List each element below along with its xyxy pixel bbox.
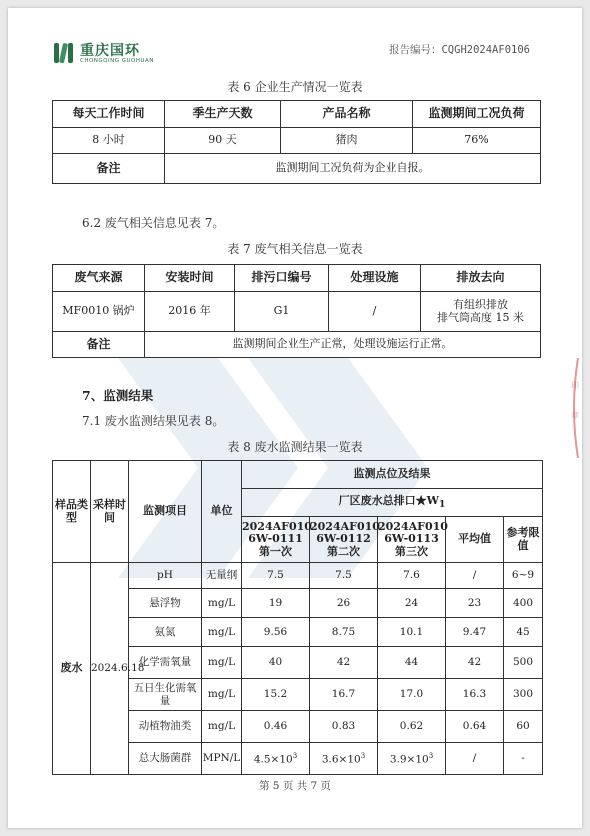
table8-v1: 40 bbox=[242, 647, 310, 679]
table8-limit: 300 bbox=[504, 679, 543, 711]
page-footer: 第 5 页 共 7 页 bbox=[258, 780, 332, 792]
table8-unit: mg/L bbox=[202, 618, 242, 647]
table-row bbox=[53, 563, 543, 589]
discharge-line: 有组织排放 bbox=[453, 297, 508, 311]
table8-unit: mg/L bbox=[202, 589, 242, 618]
table8-unit: 无量纲 bbox=[202, 563, 242, 589]
table8-v2: 0.83 bbox=[310, 711, 378, 743]
sample-code: 6W-0112 bbox=[316, 532, 371, 546]
svg-text:章: 章 bbox=[571, 411, 579, 420]
value-exponent: 3 bbox=[360, 751, 366, 760]
table6-cell: 8 小时 bbox=[53, 128, 165, 154]
table8-v3: 10.1 bbox=[378, 618, 446, 647]
table6-header: 季生产天数 bbox=[165, 101, 281, 128]
report-page bbox=[8, 8, 582, 828]
value-mantissa: 3.9×10 bbox=[389, 753, 429, 766]
table8-limit: 60 bbox=[504, 711, 543, 743]
table7-caption: 表 7 废气相关信息一览表 bbox=[227, 242, 363, 256]
table8-item: 五日生化需氧量 bbox=[129, 679, 202, 711]
table7-cell: G1 bbox=[235, 292, 329, 332]
table8-avg: 0.64 bbox=[446, 711, 504, 743]
sample-code: 2024AF010 bbox=[378, 519, 448, 533]
table8-header-avg: 平均值 bbox=[446, 517, 504, 563]
table7-header: 排污口编号 bbox=[235, 265, 329, 292]
table8-limit: 500 bbox=[504, 647, 543, 679]
value-mantissa: 4.5×10 bbox=[253, 753, 293, 766]
table8-item: 动植物油类 bbox=[129, 711, 202, 743]
table8-item: 氨氮 bbox=[129, 618, 202, 647]
table8-header-unit: 单位 bbox=[202, 461, 242, 563]
sample-order: 第二次 bbox=[327, 544, 360, 558]
logo-text-cn: 重庆国环 bbox=[80, 43, 140, 59]
discharge-line: 排气筒高度 15 米 bbox=[437, 310, 524, 324]
table6-cell: 76% bbox=[413, 128, 541, 154]
table7-discharge-cell bbox=[421, 292, 541, 332]
table8-limit: 45 bbox=[504, 618, 543, 647]
table8-v3: 24 bbox=[378, 589, 446, 618]
table8-header-sample3 bbox=[378, 517, 446, 563]
table8-v1: 9.56 bbox=[242, 618, 310, 647]
section-7-heading: 7、监测结果 bbox=[82, 388, 154, 403]
table8-limit: 400 bbox=[504, 589, 543, 618]
table8-v3: 7.6 bbox=[378, 563, 446, 589]
table7-header: 处理设施 bbox=[329, 265, 421, 292]
report-number: 报告编号：CQGH2024AF0106 bbox=[388, 44, 530, 56]
table7-header: 安装时间 bbox=[145, 265, 235, 292]
sample-code: 2024AF010 bbox=[242, 519, 312, 533]
table6-header: 产品名称 bbox=[281, 101, 413, 128]
table8-v1: 15.2 bbox=[242, 679, 310, 711]
outlet-subscript: 1 bbox=[439, 498, 446, 510]
table7-remark-label: 备注 bbox=[53, 332, 145, 358]
table8-avg: / bbox=[446, 743, 504, 775]
section-7-1-text: 7.1 废水监测结果见表 8。 bbox=[82, 414, 225, 428]
table8-sample-date: 2024.6.18 bbox=[91, 563, 129, 775]
table7-remark-text: 监测期间企业生产正常，处理设施运行正常。 bbox=[145, 332, 541, 358]
table8-unit: mg/L bbox=[202, 711, 242, 743]
table8-v3: 0.62 bbox=[378, 711, 446, 743]
table6-header: 监测期间工况负荷 bbox=[413, 101, 541, 128]
table8-header-outlet bbox=[242, 489, 543, 517]
table8-v3: 17.0 bbox=[378, 679, 446, 711]
table8-v1: 0.46 bbox=[242, 711, 310, 743]
table8-item: pH bbox=[129, 563, 202, 589]
table8-header-sample1 bbox=[242, 517, 310, 563]
table6-cell: 90 天 bbox=[165, 128, 281, 154]
table7-cell: MF0010 锅炉 bbox=[53, 292, 145, 332]
table8-v2: 16.7 bbox=[310, 679, 378, 711]
value-exponent: 3 bbox=[292, 751, 298, 760]
table6-remark-label: 备注 bbox=[53, 154, 165, 184]
table8-limit: - bbox=[504, 743, 543, 775]
sample-order: 第一次 bbox=[259, 544, 292, 558]
table7 bbox=[52, 264, 541, 358]
company-logo bbox=[52, 38, 182, 70]
table8-caption: 表 8 废水监测结果一览表 bbox=[227, 440, 363, 454]
table8-v1 bbox=[242, 743, 310, 775]
table7-cell: 2016 年 bbox=[145, 292, 235, 332]
table8-v2: 7.5 bbox=[310, 563, 378, 589]
table8-v2: 42 bbox=[310, 647, 378, 679]
sample-code: 2024AF010 bbox=[310, 519, 380, 533]
table8-header-item: 监测项目 bbox=[129, 461, 202, 563]
table8-v2 bbox=[310, 743, 378, 775]
table8-header-limit: 参考限值 bbox=[504, 517, 543, 563]
value-exponent: 3 bbox=[428, 751, 434, 760]
table8-unit: mg/L bbox=[202, 679, 242, 711]
svg-text:印: 印 bbox=[571, 381, 579, 390]
table8-v2: 26 bbox=[310, 589, 378, 618]
table6 bbox=[52, 100, 541, 184]
table8-avg: 9.47 bbox=[446, 618, 504, 647]
table6-header: 每天工作时间 bbox=[53, 101, 165, 128]
table6-remark-text: 监测期间工况负荷为企业自报。 bbox=[165, 154, 541, 184]
table8-limit: 6~9 bbox=[504, 563, 543, 589]
table8-avg: 23 bbox=[446, 589, 504, 618]
logo-text-en: CHONGQING GUOHUAN bbox=[80, 58, 154, 64]
sample-order: 第三次 bbox=[395, 544, 428, 558]
table6-caption: 表 6 企业生产情况一览表 bbox=[227, 80, 363, 94]
table8-header-sample2 bbox=[310, 517, 378, 563]
table8-v1: 7.5 bbox=[242, 563, 310, 589]
table8-header-sample-time: 采样时间 bbox=[91, 461, 129, 563]
table8-item: 总大肠菌群 bbox=[129, 743, 202, 775]
table7-header: 废气来源 bbox=[53, 265, 145, 292]
table8-header-sample-type: 样品类型 bbox=[53, 461, 91, 563]
table6-cell: 猪肉 bbox=[281, 128, 413, 154]
value-mantissa: 3.6×10 bbox=[321, 753, 361, 766]
logo-mark-icon bbox=[52, 40, 78, 66]
table8-avg: 16.3 bbox=[446, 679, 504, 711]
table8-v3: 44 bbox=[378, 647, 446, 679]
table7-header: 排放去向 bbox=[421, 265, 541, 292]
table8-header-points: 监测点位及结果 bbox=[242, 461, 543, 489]
sample-code: 6W-0111 bbox=[248, 532, 303, 546]
table8-item: 化学需氧量 bbox=[129, 647, 202, 679]
table8-avg: 42 bbox=[446, 647, 504, 679]
section-6-2-text: 6.2 废气相关信息见表 7。 bbox=[82, 216, 225, 230]
table8 bbox=[52, 460, 543, 775]
table8-unit: MPN/L bbox=[202, 743, 242, 775]
table8-v1: 19 bbox=[242, 589, 310, 618]
table8-item: 悬浮物 bbox=[129, 589, 202, 618]
table8-unit: mg/L bbox=[202, 647, 242, 679]
sample-code: 6W-0113 bbox=[384, 532, 439, 546]
table7-cell: / bbox=[329, 292, 421, 332]
table8-sample-type: 废水 bbox=[53, 563, 91, 775]
outlet-label: 厂区废水总排口★W bbox=[338, 493, 439, 507]
table8-avg: / bbox=[446, 563, 504, 589]
table8-v2: 8.75 bbox=[310, 618, 378, 647]
table8-v3 bbox=[378, 743, 446, 775]
